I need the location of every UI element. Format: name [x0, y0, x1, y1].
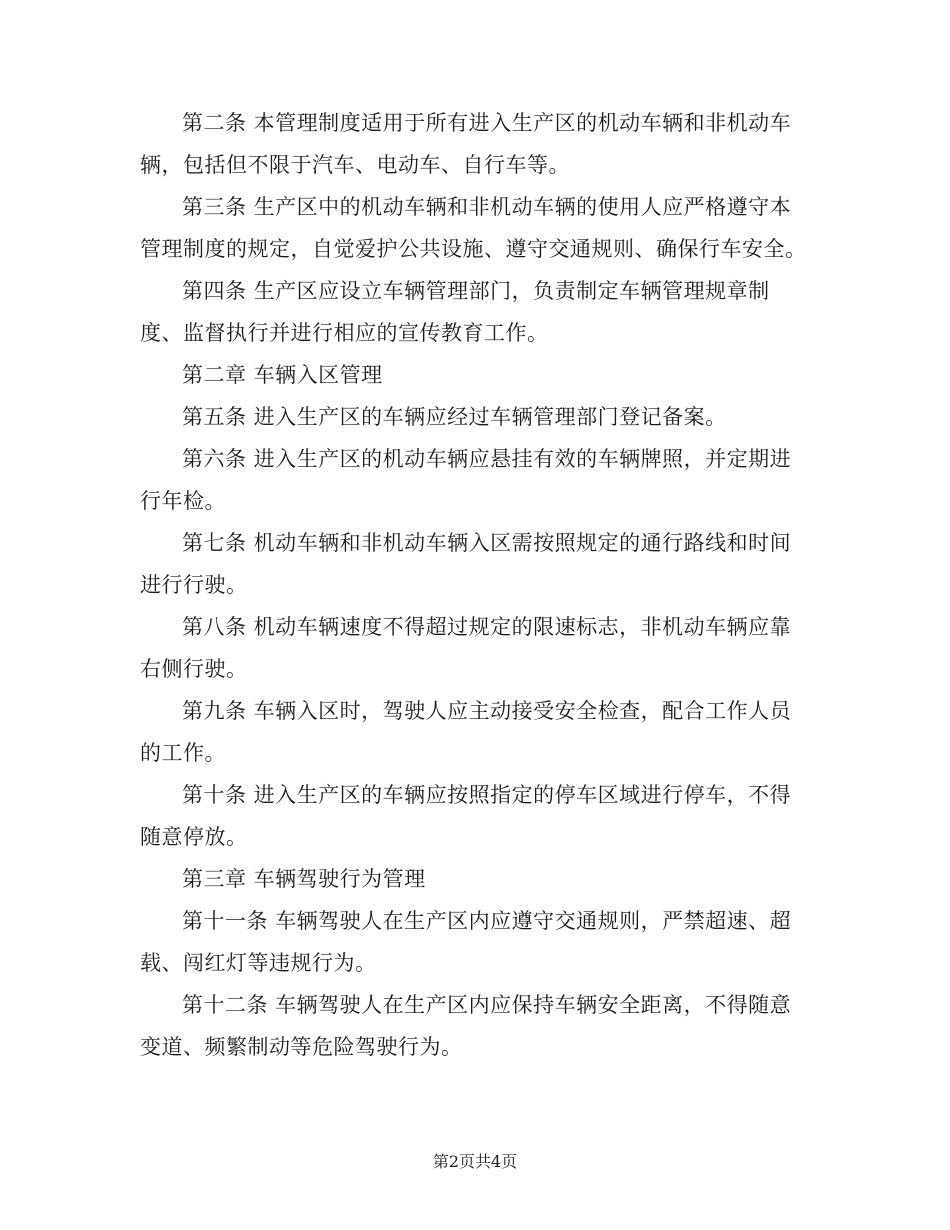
article-11-paragraph: 第十一条 车辆驾驶人在生产区内应遵守交通规则，严禁超速、超载、闯红灯等违规行为。 — [140, 909, 792, 975]
article-9-paragraph: 第九条 车辆入区时，驾驶人应主动接受安全检查，配合工作人员的工作。 — [140, 699, 792, 765]
article-6-paragraph: 第六条 进入生产区的机动车辆应悬挂有效的车辆牌照，并定期进行年检。 — [140, 447, 792, 513]
article-12-paragraph: 第十二条 车辆驾驶人在生产区内应保持车辆安全距离，不得随意变道、频繁制动等危险驾驶行为。 — [140, 993, 792, 1059]
article-5-paragraph: 第五条 进入生产区的车辆应经过车辆管理部门登记备案。 — [182, 405, 727, 429]
chapter-3-heading: 第三章 车辆驾驶行为管理 — [182, 867, 426, 891]
article-2-paragraph: 第二条 本管理制度适用于所有进入生产区的机动车辆和非机动车辆，包括但不限于汽车、电动车、自行车等。 — [140, 111, 792, 177]
article-7-paragraph: 第七条 机动车辆和非机动车辆入区需按照规定的通行路线和时间进行行驶。 — [140, 531, 792, 597]
document-body — [140, 102, 812, 1068]
page-number-footer: 第2页共4页 — [432, 1152, 518, 1171]
article-10-paragraph: 第十条 进入生产区的车辆应按照指定的停车区域进行停车，不得随意停放。 — [140, 783, 792, 849]
article-4-paragraph: 第四条 生产区应设立车辆管理部门，负责制定车辆管理规章制度、监督执行并进行相应的宣传教育工作。 — [140, 279, 770, 345]
article-3-paragraph: 第三条 生产区中的机动车辆和非机动车辆的使用人应严格遵守本管理制度的规定，自觉爱护公共设施、遵守交通规则、确保行车安全。 — [140, 195, 807, 261]
chapter-2-heading: 第二章 车辆入区管理 — [182, 363, 383, 387]
article-8-paragraph: 第八条 机动车辆速度不得超过规定的限速标志，非机动车辆应靠右侧行驶。 — [140, 615, 792, 681]
